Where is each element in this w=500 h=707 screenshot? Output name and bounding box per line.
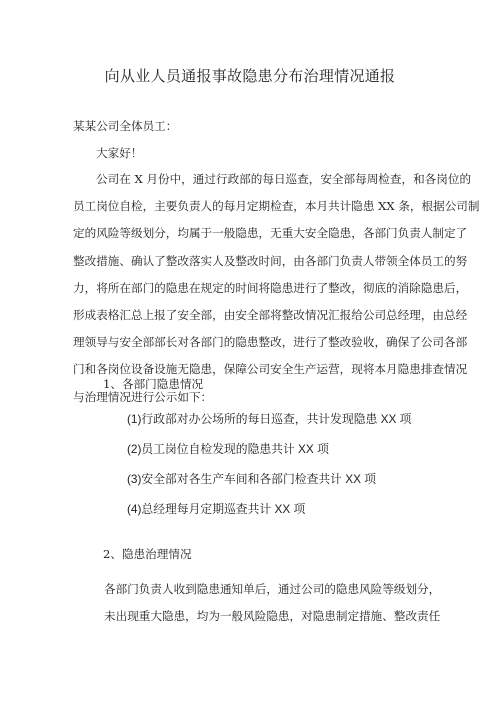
- paragraph-line: 理领导与安全部部长对各部门的隐患整改，进行了整改验收，确保了公司各部: [73, 335, 468, 350]
- list-item: (2)员工岗位自检发现的隐患共计 XX 项: [127, 442, 329, 456]
- list-item: (4)总经理每月定期巡查共计 XX 项: [127, 502, 306, 516]
- paragraph-line: 各部门负责人收到隐患通知单后，通过公司的隐患风险等级划分，: [104, 582, 441, 596]
- greeting: 大家好！: [96, 146, 143, 160]
- paragraph-line: 公司在 X 月份中，通过行政部的每日巡查，安全部每周检查，和各岗位的: [96, 172, 472, 186]
- section-heading-1: 1、各部门隐患情况: [103, 377, 204, 391]
- paragraph-line: 形成表格汇总上报了安全部，由安全部将整改情况汇报给公司总经理，由总经: [73, 307, 468, 322]
- salutation: 某某公司全体员工：: [73, 119, 178, 133]
- paragraph-line: 整改措施、确认了整改落实人及整改时间，由各部门负责人带领全体员工的努: [73, 253, 468, 268]
- paragraph-line: 门和各岗位设备设施无隐患，保障公司安全生产运营，现将本月隐患排查情况: [73, 362, 468, 377]
- paragraph-line: 员工岗位自检，主要负责人的每月定期检查，本月共计隐患 XX 条，根据公司制: [73, 199, 480, 214]
- paragraph-line: 未出现重大隐患，均为一般风险隐患，对隐患制定措施、整改责任: [104, 609, 441, 623]
- list-item: (1)行政部对办公场所的每日巡查，共计发现隐患 XX 项: [127, 412, 412, 426]
- document-title: 向从业人员通报事故隐患分布治理情况通报: [104, 67, 396, 85]
- paragraph-line: 力，将所在部门的隐患在规定的时间将隐患进行了整改，彻底的消除隐患后，: [73, 280, 468, 295]
- paragraph-line: 定的风险等级划分，均属于一般隐患，无重大安全隐患，各部门负责人制定了: [73, 226, 468, 241]
- body-paragraph-1: [73, 166, 480, 411]
- section-heading-2: 2、隐患治理情况: [103, 547, 192, 561]
- paragraph-line: 与治理情况进行公示如下：: [73, 389, 213, 404]
- list-item: (3)安全部对各生产车间和各部门检查共计 XX 项: [127, 472, 377, 486]
